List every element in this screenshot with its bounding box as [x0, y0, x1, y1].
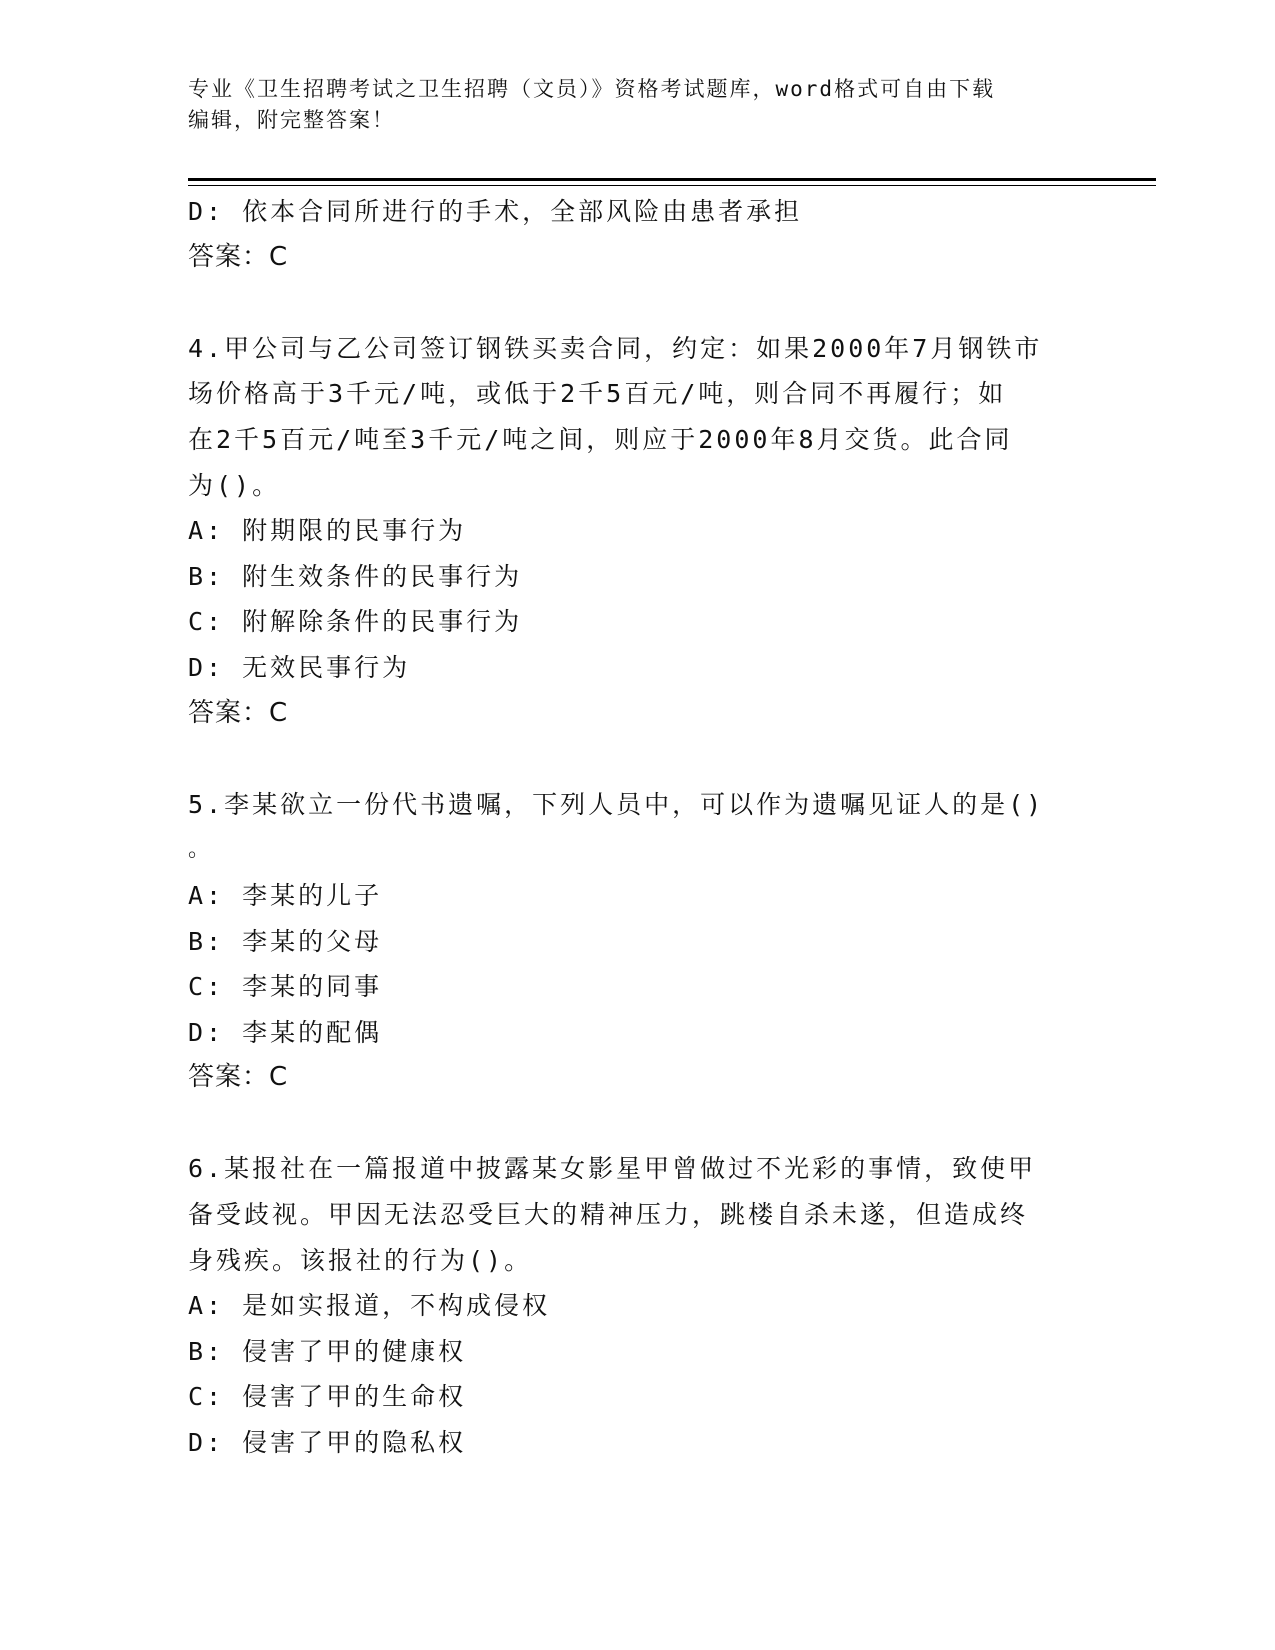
q3-option-d: D: 依本合同所进行的手术，全部风险由患者承担 [188, 197, 803, 226]
q5-stem-line-1: 5.李某欲立一份代书遗嘱，下列人员中，可以作为遗嘱见证人的是() [188, 789, 1045, 819]
question-5 [188, 782, 1068, 1101]
header-title-line-2: 编辑，附完整答案！ [188, 108, 395, 132]
question-content [188, 189, 1068, 1466]
q5-answer: 答案：C [188, 1062, 289, 1093]
q4-option-a: A: 附期限的民事行为 [188, 516, 467, 546]
spacer [188, 1101, 1068, 1147]
question-3 [188, 189, 1068, 280]
header-divider-thick [188, 178, 1156, 181]
q3-answer: 答案：C [188, 241, 289, 272]
q4-stem-line-3: 在2千5百元/吨至3千元/吨之间，则应于2000年8月交货。此合同 [188, 424, 1013, 454]
q4-stem-line-1: 4.甲公司与乙公司签订钢铁买卖合同，约定：如果2000年7月钢铁市 [188, 333, 1043, 363]
q6-stem-line-3: 身残疾。该报社的行为()。 [188, 1245, 533, 1275]
q5-option-b: B: 李某的父母 [188, 926, 383, 956]
q5-option-a: A: 李某的儿子 [188, 880, 383, 910]
q5-stem-line-2: 。 [188, 837, 214, 863]
q5-option-c: C: 李某的同事 [188, 972, 383, 1002]
q4-option-d: D: 无效民事行为 [188, 652, 411, 682]
header-title-line-1: 专业《卫生招聘考试之卫生招聘（文员）》资格考试题库，word格式可自由下载 [188, 77, 996, 101]
q5-option-d: D: 李某的配偶 [188, 1017, 383, 1047]
q6-stem-line-2: 备受歧视。甲因无法忍受巨大的精神压力，跳楼自杀未遂，但造成终 [188, 1200, 1029, 1230]
q4-option-c: C: 附解除条件的民事行为 [188, 607, 523, 637]
spacer [188, 736, 1068, 782]
q6-option-b: B: 侵害了甲的健康权 [188, 1336, 467, 1366]
q4-stem-line-4: 为()。 [188, 470, 281, 500]
q6-option-a: A: 是如实报道，不构成侵权 [188, 1291, 551, 1321]
q4-option-b: B: 附生效条件的民事行为 [188, 561, 523, 591]
spacer [188, 280, 1068, 326]
document-header [188, 74, 1068, 136]
question-4 [188, 326, 1068, 736]
question-6 [188, 1146, 1068, 1465]
q6-option-c: C: 侵害了甲的生命权 [188, 1382, 467, 1412]
q4-answer: 答案：C [188, 697, 289, 728]
q6-option-d: D: 侵害了甲的隐私权 [188, 1428, 467, 1458]
q6-stem-line-1: 6.某报社在一篇报道中披露某女影星甲曾做过不光彩的事情，致使甲 [188, 1154, 1037, 1184]
q4-stem-line-2: 场价格高于3千元/吨，或低于2千5百元/吨，则合同不再履行；如 [188, 379, 1007, 409]
header-divider-thin [188, 185, 1156, 186]
